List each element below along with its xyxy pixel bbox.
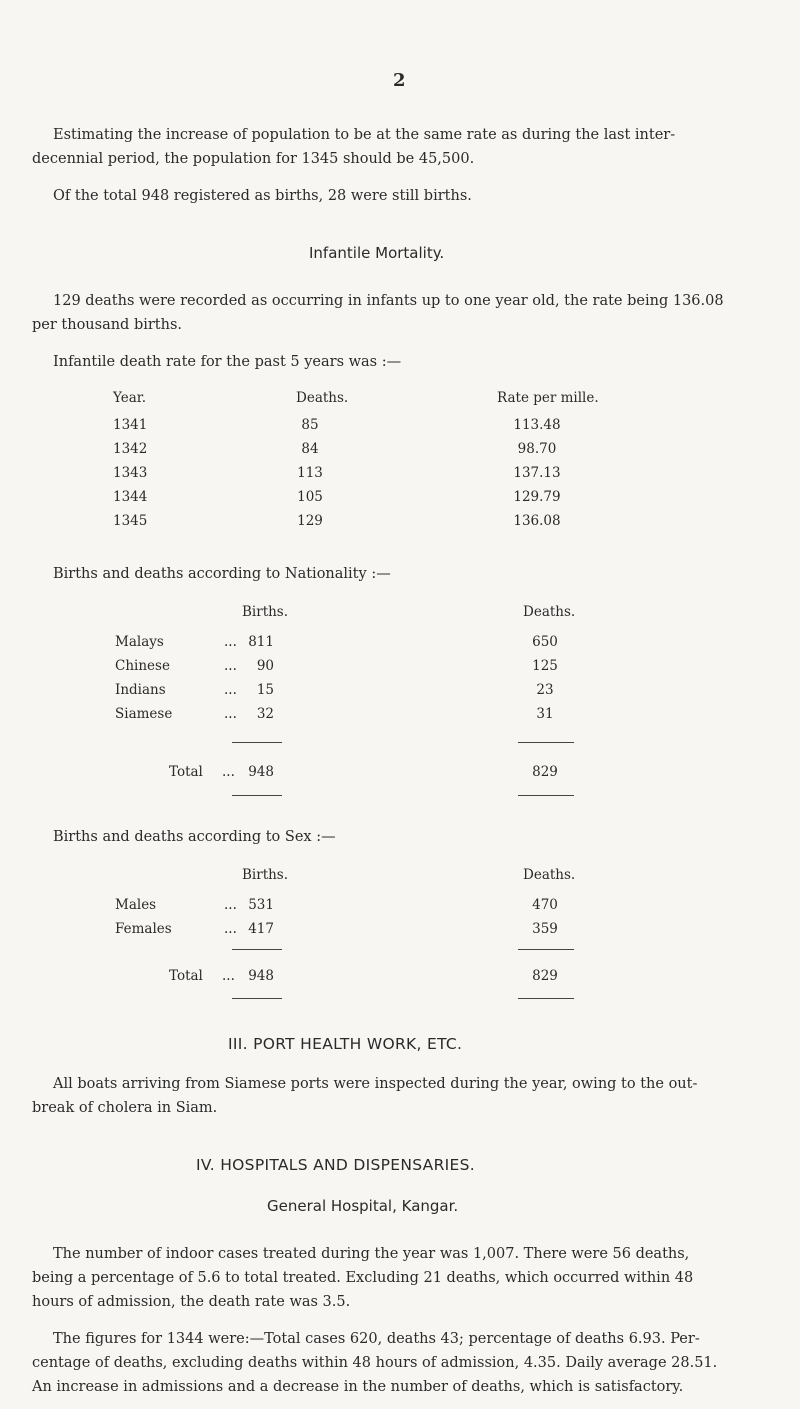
table-row-year: 1342 bbox=[113, 441, 148, 457]
hospital-p1-line-2: being a percentage of 5.6 to total treated. Excluding 21 deaths, which occurred within 48 bbox=[32, 1270, 694, 1286]
table-row-rate: 137.13 bbox=[513, 465, 561, 481]
deaths-total-rule bbox=[518, 998, 574, 999]
table-row-deaths: 359 bbox=[532, 921, 558, 937]
infantile-mortality-heading: Infantile Mortality. bbox=[309, 244, 445, 262]
table-row-births: 417 bbox=[248, 921, 274, 937]
births-subtotal-rule bbox=[232, 949, 282, 950]
table-row-year: 1345 bbox=[113, 513, 148, 529]
hospitals-heading: IV. HOSPITALS AND DISPENSARIES. bbox=[196, 1156, 475, 1174]
sex-intro: Births and deaths according to Sex :— bbox=[53, 829, 336, 845]
table-row-deaths: 470 bbox=[532, 897, 558, 913]
births-total-rule bbox=[232, 795, 282, 796]
port-health-heading: III. PORT HEALTH WORK, ETC. bbox=[228, 1035, 463, 1053]
total-deaths: 829 bbox=[532, 764, 558, 780]
header-year: Year. bbox=[113, 390, 147, 406]
table-row-deaths: 105 bbox=[297, 489, 323, 505]
table-row-rate: 113.48 bbox=[513, 417, 561, 433]
births-paragraph: Of the total 948 registered as births, 28 were still births. bbox=[53, 188, 472, 204]
leader-dots: ... bbox=[224, 634, 237, 650]
leader-dots: ... bbox=[224, 706, 237, 722]
table-row-label: Females bbox=[115, 921, 172, 937]
deaths-subtotal-rule bbox=[518, 949, 574, 950]
header-deaths: Deaths. bbox=[523, 867, 576, 883]
header-deaths: Deaths. bbox=[523, 604, 576, 620]
nationality-intro: Births and deaths according to Nationality :— bbox=[53, 566, 391, 582]
table-row-deaths: 129 bbox=[297, 513, 323, 529]
leader-dots: ... bbox=[222, 764, 235, 780]
table-row-births: 15 bbox=[256, 682, 274, 698]
table-row-label: Malays bbox=[115, 634, 164, 650]
total-label: Total bbox=[169, 764, 203, 780]
infantile-line-1: 129 deaths were recorded as occurring in infants up to one year old, the rate being 136.08 bbox=[53, 293, 724, 309]
leader-dots: ... bbox=[224, 682, 237, 698]
infantile-line-2: per thousand births. bbox=[32, 317, 183, 333]
table-row-births: 531 bbox=[248, 897, 274, 913]
table-row-rate: 129.79 bbox=[513, 489, 561, 505]
general-hospital-subheading: General Hospital, Kangar. bbox=[267, 1197, 459, 1215]
infantile-table-intro: Infantile death rate for the past 5 years was :— bbox=[53, 354, 402, 370]
table-row-deaths: 85 bbox=[301, 417, 319, 433]
estimate-line-1: Estimating the increase of population to be at the same rate as during the last inter- bbox=[53, 127, 676, 143]
total-deaths: 829 bbox=[532, 968, 558, 984]
estimate-line-2: decennial period, the population for 1345 should be 45,500. bbox=[32, 151, 475, 167]
table-row-deaths: 84 bbox=[301, 441, 319, 457]
page-number: 2 bbox=[393, 70, 406, 91]
hospital-p2-line-1: The figures for 1344 were:—Total cases 620, deaths 43; percentage of deaths 6.93. Per- bbox=[53, 1331, 700, 1347]
table-row-year: 1343 bbox=[113, 465, 148, 481]
header-deaths: Deaths. bbox=[296, 390, 349, 406]
hospital-p2-line-2: centage of deaths, excluding deaths within 48 hours of admission, 4.35. Daily average 28.51. bbox=[32, 1355, 718, 1371]
table-row-label: Indians bbox=[115, 682, 166, 698]
deaths-total-rule bbox=[518, 795, 574, 796]
table-row-deaths: 31 bbox=[536, 706, 554, 722]
header-births: Births. bbox=[242, 604, 289, 620]
leader-dots: ... bbox=[224, 897, 237, 913]
table-row-births: 811 bbox=[248, 634, 274, 650]
header-rate: Rate per mille. bbox=[497, 390, 599, 406]
deaths-subtotal-rule bbox=[518, 742, 574, 743]
table-row-deaths: 113 bbox=[297, 465, 323, 481]
table-row-year: 1344 bbox=[113, 489, 148, 505]
births-subtotal-rule bbox=[232, 742, 282, 743]
table-row-label: Males bbox=[115, 897, 157, 913]
table-row-rate: 136.08 bbox=[513, 513, 561, 529]
table-row-deaths: 23 bbox=[536, 682, 554, 698]
table-row-label: Siamese bbox=[115, 706, 173, 722]
total-births: 948 bbox=[248, 764, 274, 780]
hospital-p2-line-3: An increase in admissions and a decrease in the number of deaths, which is satisfactory. bbox=[32, 1379, 684, 1395]
table-row-rate: 98.70 bbox=[517, 441, 557, 457]
table-row-label: Chinese bbox=[115, 658, 170, 674]
leader-dots: ... bbox=[224, 658, 237, 674]
leader-dots: ... bbox=[224, 921, 237, 937]
header-births: Births. bbox=[242, 867, 289, 883]
port-line-1: All boats arriving from Siamese ports were inspected during the year, owing to the out- bbox=[53, 1076, 698, 1092]
table-row-births: 90 bbox=[256, 658, 274, 674]
table-row-deaths: 650 bbox=[532, 634, 558, 650]
table-row-deaths: 125 bbox=[532, 658, 558, 674]
total-label: Total bbox=[169, 968, 203, 984]
total-births: 948 bbox=[248, 968, 274, 984]
births-total-rule bbox=[232, 998, 282, 999]
leader-dots: ... bbox=[222, 968, 235, 984]
port-line-2: break of cholera in Siam. bbox=[32, 1100, 218, 1116]
hospital-p1-line-3: hours of admission, the death rate was 3.5. bbox=[32, 1294, 351, 1310]
table-row-births: 32 bbox=[256, 706, 274, 722]
hospital-p1-line-1: The number of indoor cases treated during the year was 1,007. There were 56 deaths, bbox=[53, 1246, 690, 1262]
table-row-year: 1341 bbox=[113, 417, 148, 433]
